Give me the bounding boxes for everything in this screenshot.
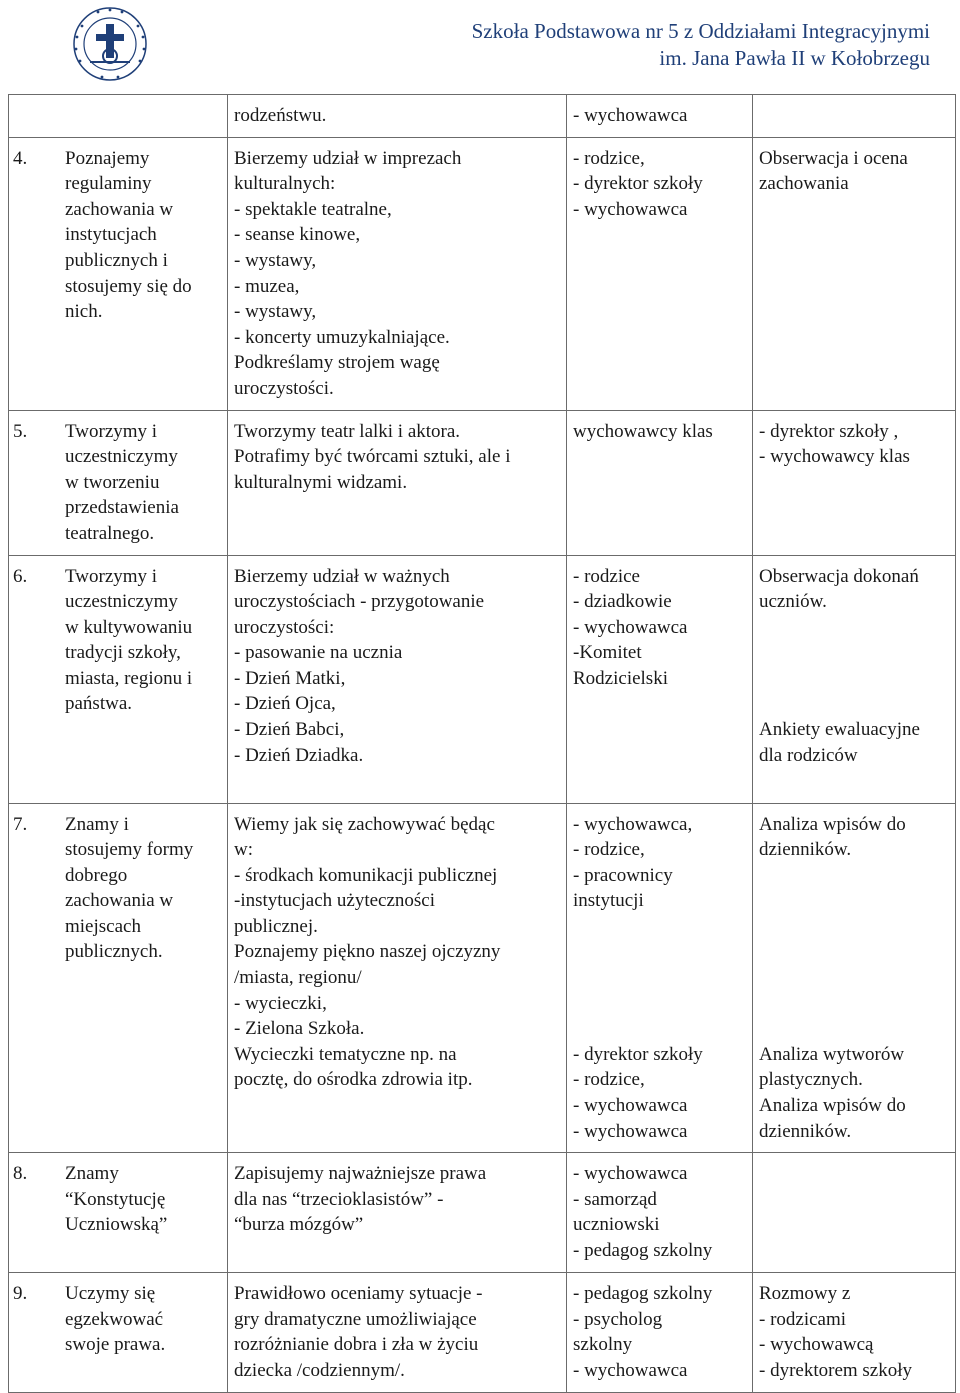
responsible-cell xyxy=(567,410,753,555)
activities-cell-line: Poznajemy piękno naszej ojczyzny xyxy=(234,941,501,963)
activities-cell xyxy=(228,95,567,138)
topic-line: w kultywowaniu xyxy=(65,616,193,638)
activities-cell-line: pocztę, do ośrodka zdrowia itp. xyxy=(234,1069,473,1091)
evaluation-cell xyxy=(753,803,956,1153)
responsible-cell-line xyxy=(573,939,746,965)
topic-line: w tworzeniu xyxy=(65,471,160,493)
table-row xyxy=(9,1273,956,1392)
topic-line: uczestniczymy xyxy=(65,446,178,468)
responsible-cell-line: - psycholog xyxy=(573,1308,663,1330)
table-row xyxy=(9,410,956,555)
topic-line: Znamy i xyxy=(65,813,129,835)
activities-cell-line: Bierzemy udział w ważnych xyxy=(234,565,450,587)
evaluation-cell xyxy=(753,410,956,555)
responsible-cell-line: - wychowawca xyxy=(573,198,688,220)
table-row xyxy=(9,137,956,410)
topic-cell xyxy=(9,95,228,138)
topic-cell xyxy=(9,1153,228,1273)
activities-cell-line: rodzeństwu. xyxy=(234,105,327,126)
responsible-cell-line: - dyrektor szkoły xyxy=(573,173,703,195)
activities-cell xyxy=(228,803,567,1153)
plan-table xyxy=(8,94,956,1393)
responsible-cell-line: - wychowawca xyxy=(573,616,688,638)
activities-cell-line: -instytucjach użyteczności xyxy=(234,890,436,912)
evaluation-cell xyxy=(753,1273,956,1392)
topic-line: “Konstytucję xyxy=(65,1188,166,1210)
activities-cell xyxy=(228,137,567,410)
responsible-cell xyxy=(567,1273,753,1392)
evaluation-cell xyxy=(753,95,956,138)
topic-line: Poznajemy xyxy=(65,147,150,169)
responsible-cell-line: - dziadkowie xyxy=(573,591,672,613)
responsible-cell-line: - wychowawca xyxy=(573,1120,688,1142)
row-number: 9. xyxy=(13,1283,28,1305)
responsible-cell-line: -Komitet xyxy=(573,642,642,664)
topic-line: publicznych i xyxy=(65,249,168,271)
activities-cell xyxy=(228,1153,567,1273)
activities-cell-line: Zapisujemy najważniejsze prawa xyxy=(234,1163,487,1185)
topic-line: Tworzymy i xyxy=(65,420,158,442)
activities-cell-line: - pasowanie na ucznia xyxy=(234,642,403,664)
evaluation-cell-line xyxy=(759,914,949,940)
activities-cell-line: - spektakle teatralne, xyxy=(234,198,392,220)
activities-cell-line: Bierzemy udział w imprezach xyxy=(234,147,462,169)
activities-cell-line: Podkreślamy strojem wagę xyxy=(234,352,440,374)
topic-line: nich. xyxy=(65,301,103,323)
activities-cell-line: Wycieczki tematyczne np. na xyxy=(234,1043,457,1065)
responsible-cell-line: - samorząd xyxy=(573,1188,657,1210)
activities-cell-line: Wiemy jak się zachowywać będąc xyxy=(234,813,495,835)
activities-cell-line: Prawidłowo oceniamy sytuacje - xyxy=(234,1283,483,1305)
activities-cell-line: - Zielona Szkoła. xyxy=(234,1018,365,1040)
topic-line: zachowania w xyxy=(65,198,174,220)
school-name-line1: Szkoła Podstawowa nr 5 z Oddziałami Integracyjnymi xyxy=(471,19,930,43)
school-emblem-icon xyxy=(62,4,158,84)
activities-cell-line: uroczystościach - przygotowanie xyxy=(234,591,485,613)
topic-line: egzekwować xyxy=(65,1308,164,1330)
evaluation-cell-line xyxy=(759,939,949,965)
responsible-cell-line: - pedagog szkolny xyxy=(573,1240,713,1261)
activities-cell xyxy=(228,410,567,555)
responsible-cell-line: wychowawcy klas xyxy=(573,420,713,442)
responsible-cell-line: - rodzice, xyxy=(573,1069,645,1091)
responsible-cell-line xyxy=(573,965,746,991)
activities-cell-line: - środkach komunikacji publicznej xyxy=(234,864,498,886)
activities-cell-line: gry dramatyczne umożliwiające xyxy=(234,1308,477,1330)
evaluation-cell-line: Rozmowy z xyxy=(759,1283,851,1305)
evaluation-cell-line: dzienników. xyxy=(759,1120,852,1142)
activities-cell-line: publicznej. xyxy=(234,915,318,937)
evaluation-cell-line: - wychowawcy klas xyxy=(759,446,910,468)
topic-line: publicznych. xyxy=(65,941,163,963)
row-number: 4. xyxy=(13,147,28,169)
topic-line: regulaminy xyxy=(65,173,152,195)
topic-line: miejscach xyxy=(65,915,141,937)
activities-cell-line: dla nas “trzecioklasistów” - xyxy=(234,1188,444,1210)
activities-cell-line: uroczystości: xyxy=(234,616,335,638)
topic-cell xyxy=(9,137,228,410)
evaluation-cell-line xyxy=(759,691,949,717)
responsible-cell-line: - pedagog szkolny xyxy=(573,1283,713,1305)
responsible-cell-line: - rodzice, xyxy=(573,839,645,861)
activities-cell-line: - Dzień Ojca, xyxy=(234,693,336,715)
topic-line: Uczniowską” xyxy=(65,1214,168,1236)
responsible-cell-line: - dyrektor szkoły xyxy=(573,1043,703,1065)
evaluation-cell-line: - rodzicami xyxy=(759,1308,847,1330)
responsible-cell-line: Rodzicielski xyxy=(573,667,668,689)
topic-cell xyxy=(9,1273,228,1392)
activities-cell-line: - wystawy, xyxy=(234,249,317,271)
activities-cell-line: - muzea, xyxy=(234,275,300,297)
evaluation-cell-line: plastycznych. xyxy=(759,1069,863,1091)
activities-cell-line: - Dzień Dziadka. xyxy=(234,744,364,766)
school-name xyxy=(472,18,930,72)
activities-cell-line: “burza mózgów” xyxy=(234,1214,364,1236)
responsible-cell-line xyxy=(573,1016,746,1042)
evaluation-cell xyxy=(753,555,956,803)
responsible-cell-line: - pracownicy xyxy=(573,864,673,886)
activities-cell xyxy=(228,1273,567,1392)
evaluation-cell-line: - dyrektor szkoły , xyxy=(759,420,899,442)
row-number: 5. xyxy=(13,420,28,442)
responsible-cell-line: - rodzice xyxy=(573,565,640,587)
activities-cell-line: dziecka /codziennym/. xyxy=(234,1360,405,1381)
evaluation-cell-line: dla rodziców xyxy=(759,744,858,766)
evaluation-cell-line: Obserwacja dokonań xyxy=(759,565,919,587)
evaluation-cell-line xyxy=(759,640,949,666)
topic-line: państwa. xyxy=(65,693,133,715)
responsible-cell-line xyxy=(573,991,746,1017)
activities-cell-line: Tworzymy teatr lalki i aktora. xyxy=(234,420,461,442)
topic-line: zachowania w xyxy=(65,890,174,912)
evaluation-cell-line xyxy=(759,615,949,641)
responsible-cell-line: uczniowski xyxy=(573,1214,660,1236)
evaluation-cell-line xyxy=(759,666,949,692)
activities-cell-line: - Dzień Babci, xyxy=(234,719,345,741)
activities-cell-line: - seanse kinowe, xyxy=(234,224,361,246)
evaluation-cell-line: dzienników. xyxy=(759,839,852,861)
topic-line: Znamy xyxy=(65,1163,119,1185)
topic-line: Uczymy się xyxy=(65,1283,156,1305)
topic-line: swoje prawa. xyxy=(65,1334,166,1356)
activities-cell-line: kulturalnymi widzami. xyxy=(234,471,408,493)
responsible-cell-line: - wychowawca, xyxy=(573,813,693,835)
topic-line: stosujemy się do xyxy=(65,275,192,297)
evaluation-cell-line: Ankiety ewaluacyjne xyxy=(759,719,920,741)
row-number: 8. xyxy=(13,1163,28,1185)
evaluation-cell xyxy=(753,1153,956,1273)
evaluation-cell-line: zachowania xyxy=(759,173,849,195)
responsible-cell-line: - wychowawca xyxy=(573,1360,688,1381)
topic-line: miasta, regionu i xyxy=(65,667,193,689)
table-row xyxy=(9,555,956,803)
evaluation-cell-line: - dyrektorem szkoły xyxy=(759,1360,913,1381)
activities-cell-line: - Dzień Matki, xyxy=(234,667,346,689)
responsible-cell xyxy=(567,1153,753,1273)
topic-line: stosujemy formy xyxy=(65,839,194,861)
evaluation-cell xyxy=(753,137,956,410)
topic-line: teatralnego. xyxy=(65,522,155,544)
responsible-cell-line: szkolny xyxy=(573,1334,633,1356)
activities-cell-line: rozróżnianie dobra i zła w życiu xyxy=(234,1334,479,1356)
activities-cell-line: - wystawy, xyxy=(234,301,317,323)
evaluation-cell-line xyxy=(759,1016,949,1042)
activities-cell-line: kulturalnych: xyxy=(234,173,336,195)
evaluation-cell-line xyxy=(759,863,949,889)
responsible-cell xyxy=(567,137,753,410)
responsible-cell xyxy=(567,555,753,803)
school-name-line2: im. Jana Pawła II w Kołobrzegu xyxy=(659,46,930,70)
activities-cell-line: - koncerty umuzykalniające. xyxy=(234,326,450,348)
topic-line: Tworzymy i xyxy=(65,565,158,587)
topic-cell xyxy=(9,410,228,555)
responsible-cell-line: - rodzice, xyxy=(573,147,645,169)
evaluation-cell-line xyxy=(759,965,949,991)
activities-cell-line: uroczystości. xyxy=(234,377,334,399)
evaluation-cell-line: - wychowawcą xyxy=(759,1334,874,1356)
evaluation-cell-line: Analiza wpisów do xyxy=(759,813,906,835)
row-number: 6. xyxy=(13,565,28,587)
responsible-cell-line: - wychowawca xyxy=(573,105,688,126)
responsible-cell-line: - wychowawca xyxy=(573,1163,688,1185)
activities-cell-line: - wycieczki, xyxy=(234,992,327,1014)
topic-cell xyxy=(9,555,228,803)
activities-cell-line: /miasta, regionu/ xyxy=(234,967,362,989)
activities-cell-line: Potrafimy być twórcami sztuki, ale i xyxy=(234,446,511,468)
responsible-cell-line: instytucji xyxy=(573,890,644,912)
activities-cell xyxy=(228,555,567,803)
table-row xyxy=(9,95,956,138)
activities-cell-line: w: xyxy=(234,839,253,861)
page-header xyxy=(0,0,960,92)
responsible-cell-line: - wychowawca xyxy=(573,1095,688,1117)
evaluation-cell-line: Obserwacja i ocena xyxy=(759,147,908,169)
row-number: 7. xyxy=(13,813,28,835)
topic-line: instytucjach xyxy=(65,224,157,246)
evaluation-cell-line: uczniów. xyxy=(759,591,827,613)
topic-line: przedstawienia xyxy=(65,497,179,519)
topic-line: tradycji szkoły, xyxy=(65,642,181,664)
evaluation-cell-line xyxy=(759,888,949,914)
responsible-cell xyxy=(567,803,753,1153)
evaluation-cell-line: Analiza wpisów do xyxy=(759,1095,906,1117)
topic-line: dobrego xyxy=(65,864,128,886)
topic-line: uczestniczymy xyxy=(65,591,178,613)
responsible-cell xyxy=(567,95,753,138)
evaluation-cell-line: Analiza wytworów xyxy=(759,1043,905,1065)
table-row xyxy=(9,1153,956,1273)
topic-cell xyxy=(9,803,228,1153)
evaluation-cell-line xyxy=(759,991,949,1017)
table-row xyxy=(9,803,956,1153)
responsible-cell-line xyxy=(573,914,746,940)
